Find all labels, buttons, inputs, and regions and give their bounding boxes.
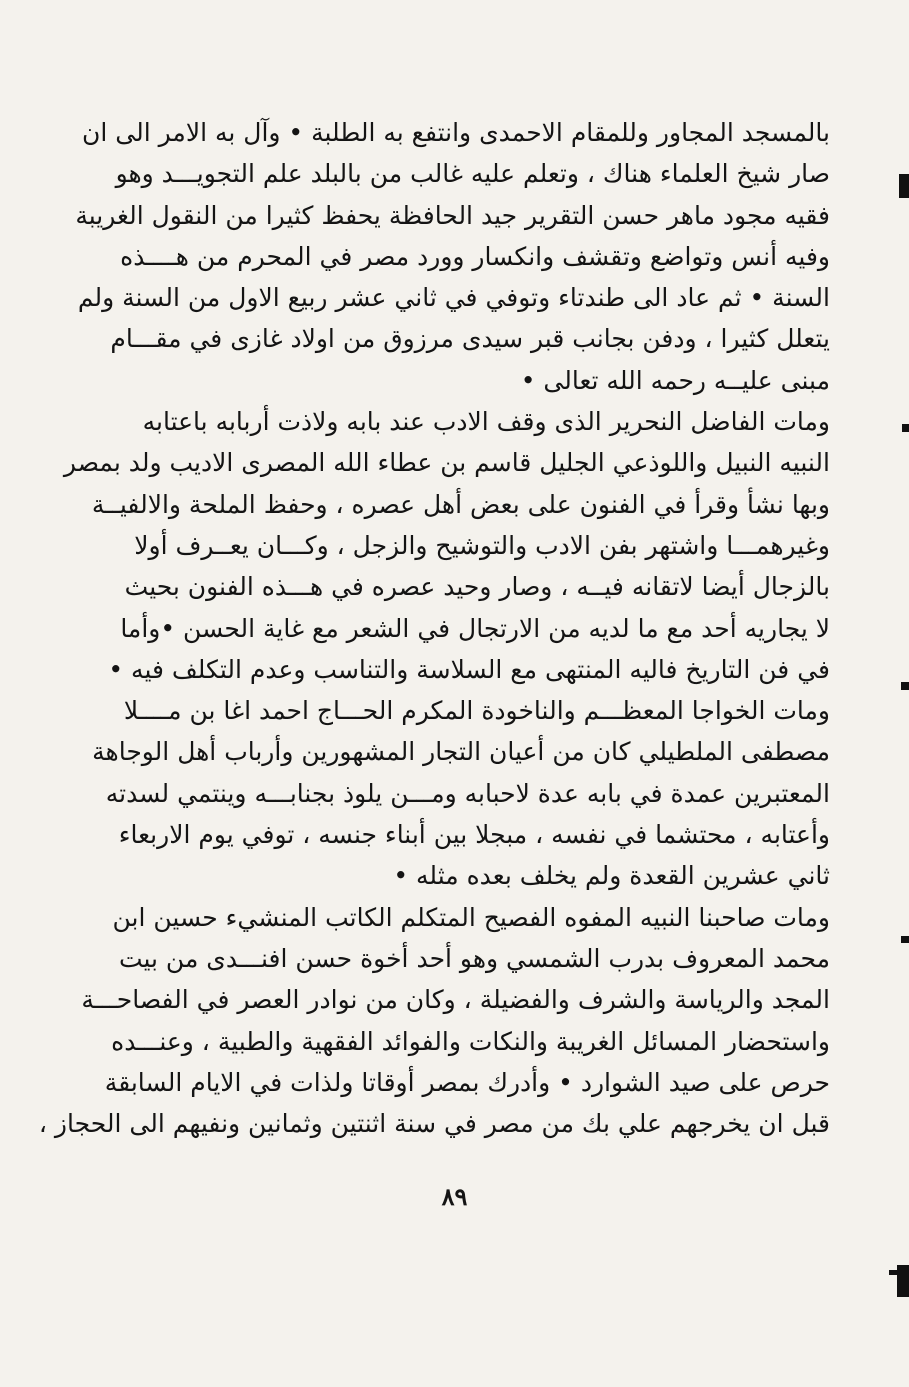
paragraph-end-line: مبنى عليــه رحمه الله تعالى • <box>520 365 830 395</box>
text-line: محمد المعروف بدرب الشمسي وهو أحد أخوة حسن افنـــدى من بيت <box>118 943 830 973</box>
text-line: حرص على صيد الشوارد • وأدرك بمصر أوقاتا ولذات في الايام السابقة <box>104 1067 830 1097</box>
text-line: المجد والرياسة والشرف والفضيلة ، وكان من نوادر العصر في الفصاحـــة <box>81 985 830 1015</box>
text-line: في فن التاريخ فاليه المنتهى مع السلاسة والتناسب وعدم التكلف فيه • <box>108 654 830 684</box>
page-number: ٨٩ <box>441 1182 468 1211</box>
binding-mark <box>899 174 909 198</box>
text-line: لا يجاريه أحد مع ما لديه من الارتجال في الشعر مع غاية الحسن •وأما <box>120 613 830 643</box>
binding-mark <box>889 1270 899 1275</box>
text-line: وبها نشأ وقرأ في الفنون على بعض أهل عصره ، وحفظ الملحة والالفيــة <box>91 489 830 519</box>
text-line: بالمسجد المجاور وللمقام الاحمدى وانتفع به الطلبة • وآل به الامر الى ان <box>82 118 830 147</box>
binding-mark <box>901 936 909 943</box>
text-line: يتعلل كثيرا ، ودفن بجانب قبر سيدى مرزوق من اولاد غازى في مقـــام <box>110 324 830 354</box>
text-line: بالزجال أيضا لاتقانه فيــه ، وصار وحيد عصره في هـــذه الفنون بحيث <box>124 572 830 602</box>
text-line: وفيه أنس وتواضع وتقشف وانكسار وورد مصر في المحرم من هــــذه <box>120 241 830 271</box>
text-line: ومات الفاضل النحرير الذى وقف الادب عند بابه ولاذت أربابه باعتابه <box>142 407 830 437</box>
text-line: ومات الخواجا المعظـــم والناخودة المكرم الحـــاج احمد اغا بن مــــلا <box>123 696 830 726</box>
text-line: وأعتابه ، محتشما في نفسه ، مبجلا بين أبناء جنسه ، توفي يوم الاربعاء <box>118 820 830 850</box>
text-line: ومات صاحبنا النبيه المفوه الفصيح المتكلم الكاتب المنشيء حسين ابن <box>112 902 830 932</box>
body-text <box>38 112 830 1144</box>
text-line: السنة • ثم عاد الى طندتاء وتوفي في ثاني عشر ربيع الاول من السنة ولم <box>77 283 830 313</box>
text-line: واستحضار المسائل الغريبة والنكات والفوائد الفقهية والطبية ، وعنـــده <box>111 1026 830 1056</box>
paragraph-end-line: ثاني عشرين القعدة ولم يخلف بعده مثله • <box>393 861 830 891</box>
text-line: صار شيخ العلماء هناك ، وتعلم عليه غالب من بالبلد علم التجويـــد وهو <box>115 159 830 189</box>
text-line: مصطفى الملطيلي كان من أعيان التجار المشهورين وأرباب أهل الوجاهة <box>92 737 830 767</box>
text-line: وغيرهمـــا واشتهر بفن الادب والتوشيح والزجل ، وكـــان يعــرف أولا <box>134 530 830 560</box>
text-line: فقيه مجود ماهر حسن التقرير جيد الحافظة يحفظ كثيرا من النقول الغريبة <box>75 200 830 230</box>
binding-mark <box>901 682 909 690</box>
text-line: النبيه النبيل واللوذعي الجليل قاسم بن عطاء الله المصرى الاديب ولد بمصر <box>63 448 830 478</box>
binding-mark <box>902 424 909 432</box>
text-line: قبل ان يخرجهم علي بك من مصر في سنة اثنتين وثمانين ونفيهم الى الحجاز ، <box>38 1109 830 1139</box>
text-line: المعتبرين عمدة في بابه عدة لاحبابه ومـــن يلوذ بجنابـــه وينتمي لسدته <box>105 778 830 808</box>
